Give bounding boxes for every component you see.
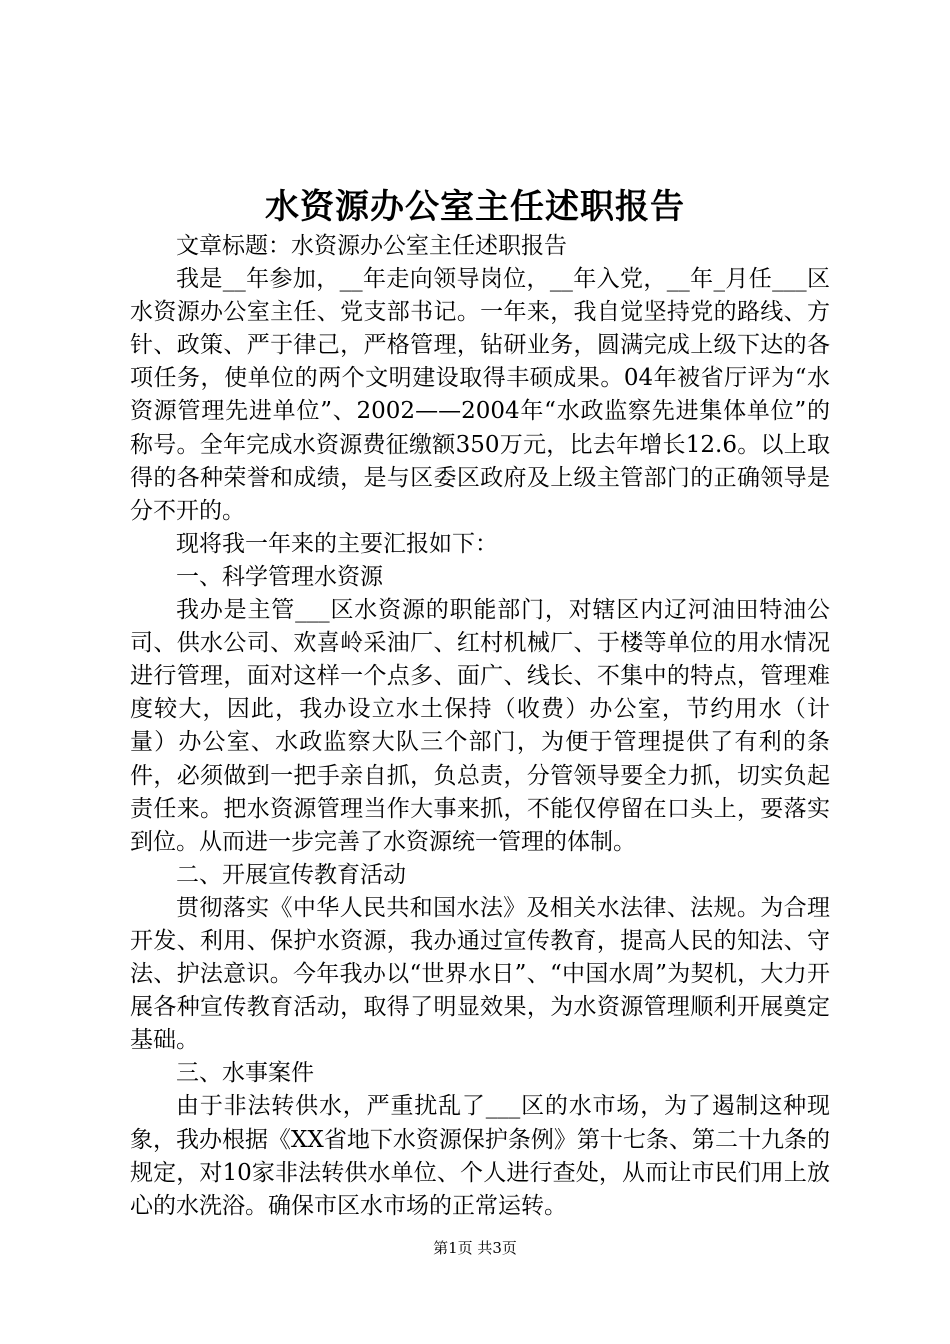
paragraph-section-3: 由于非法转供水，严重扰乱了___区的水市场，为了遏制这种现象，我办根据《XX省地下水资源保护条例》第十七条、第二十九条的规定，对10家非法转供水单位、个人进行查处，从而让市民们用上放心的水洗浴。确保市区水市场的正常运转。 xyxy=(130,1093,830,1219)
paragraph-section-1: 我办是主管___区水资源的职能部门，对辖区内辽河油田特油公司、供水公司、欢喜岭采油厂、红村机械厂、于楼等单位的用水情况进行管理，面对这样一个点多、面广、线长、不集中的特点，管理难度较大，因此，我办设立水土保持（收费）办公室，节约用水（计量）办公室、水政监察大队三个部门，为便于管理提供了有利的条件，必须做到一把手亲自抓，负总责，分管领导要全力抓，切实负起责任来。把水资源管理当作大事来抓，不能仅停留在口头上，要落实到位。从而进一步完善了水资源统一管理的体制。 xyxy=(130,597,830,855)
section-heading-1: 一、科学管理水资源 xyxy=(176,563,383,590)
paragraph-summary-lead: 现将我一年来的主要汇报如下： xyxy=(176,530,498,557)
document-title: 水资源办公室主任述职报告 xyxy=(265,187,685,227)
page-number-footer: 第1页 共3页 xyxy=(433,1239,517,1257)
section-heading-2: 二、开展宣传教育活动 xyxy=(176,861,406,888)
section-heading-3: 三、水事案件 xyxy=(176,1060,314,1087)
paragraph-section-2: 贯彻落实《中华人民共和国水法》及相关水法律、法规。为合理开发、利用、保护水资源，我办通过宣传教育，提高人民的知法、守法、护法意识。今年我办以“世界水日”、“中国水周”为契机，大力开展各种宣传教育活动，取得了明显效果，为水资源管理顺利开展奠定基础。 xyxy=(130,894,830,1054)
document-body xyxy=(130,230,830,1223)
paragraph-article-title: 文章标题：水资源办公室主任述职报告 xyxy=(176,233,567,259)
paragraph-intro: 我是__年参加，__年走向领导岗位，__年入党，__年_月任___区水资源办公室主任、党支部书记。一年来，我自觉坚持党的路线、方针、政策、严于律己，严格管理，钻研业务，圆满完成上级下达的各项任务，使单位的两个文明建设取得丰硕成果。04年被省厅评为“水资源管理先进单位”、2002——2004年“水政监察先进集体单位”的称号。全年完成水资源费征缴额350万元，比去年增长12.6。以上取得的各种荣誉和成绩，是与区委区政府及上级主管部门的正确领导是分不开的。 xyxy=(130,266,830,524)
